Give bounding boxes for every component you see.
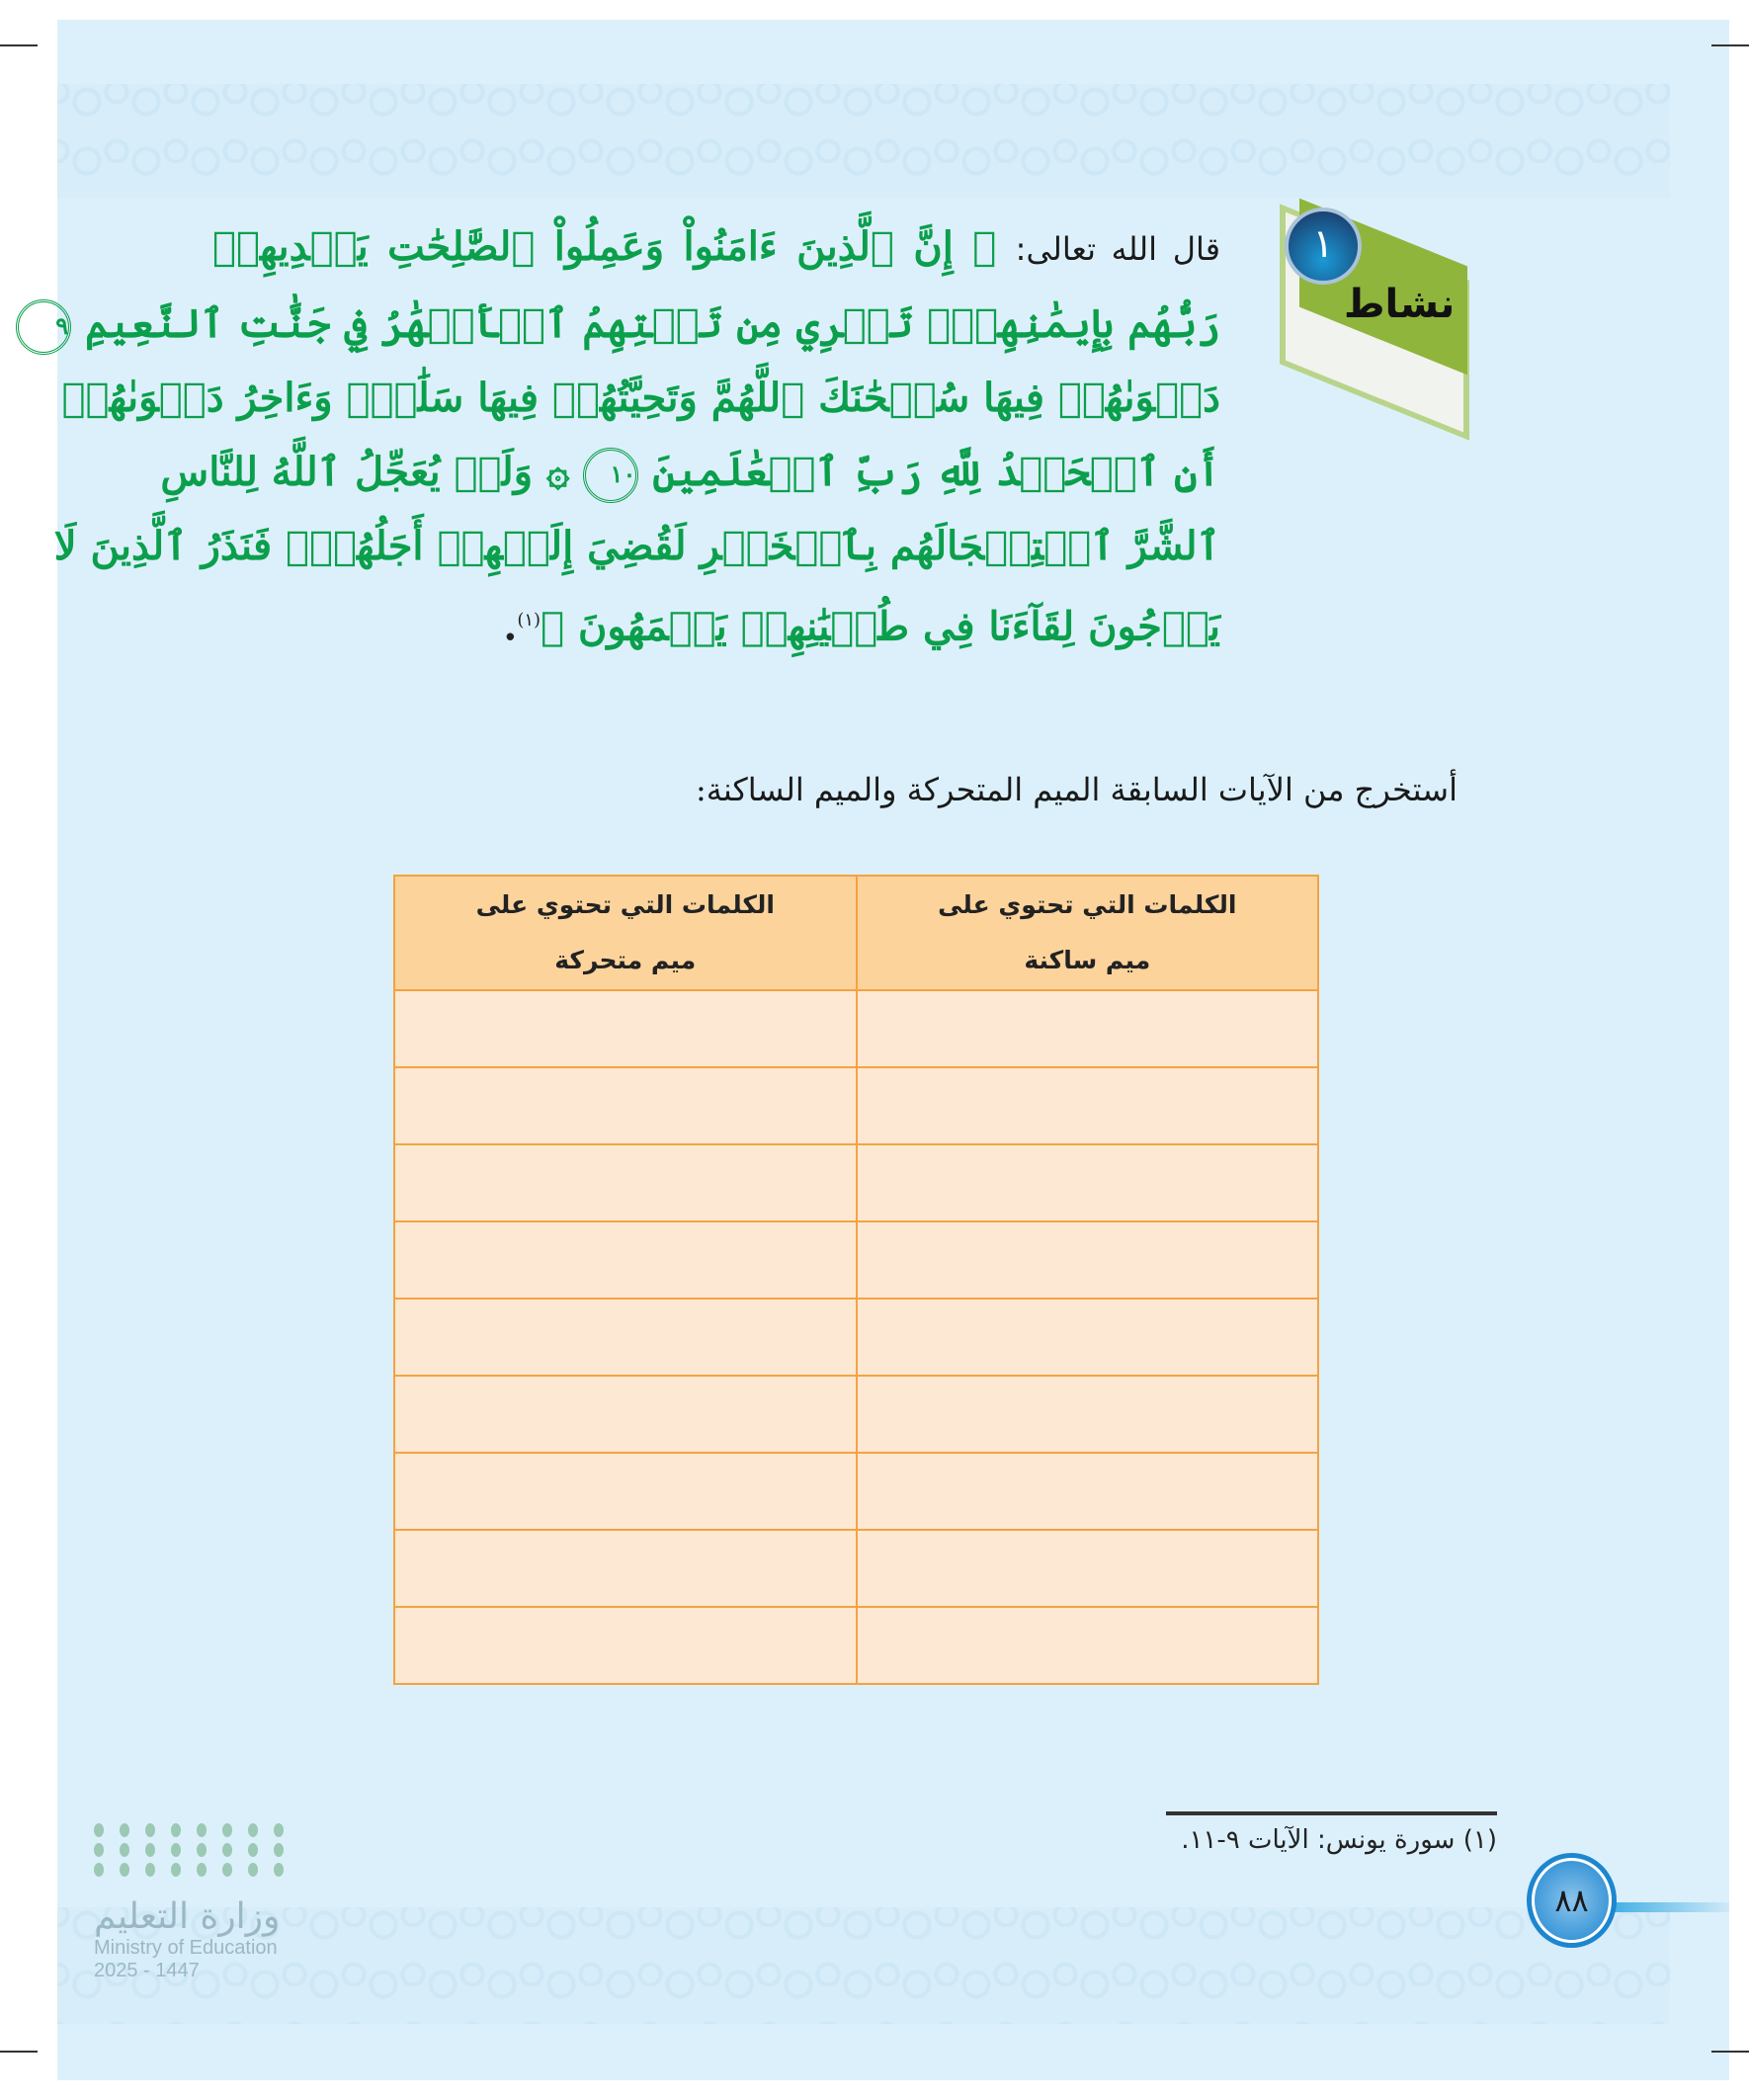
cell-mutaharrikah[interactable] [394,1453,857,1530]
logo-dot [120,1863,129,1877]
quran-text: أَنِ ٱلۡحَمۡدُ لِلَّهِ رَبِّ ٱلۡعَٰلَمِينَ [652,449,1220,495]
logo-dot [248,1823,258,1837]
cell-sakinah[interactable] [857,1453,1319,1530]
logo-dot [94,1863,104,1877]
quran-text: ٱلشَّرَّ ٱسۡتِعۡجَالَهُم بِٱلۡخَيۡرِ لَقُضِيَ إِلَيۡهِمۡ أَجَلُهُمۡۖ فَنَذَرُ ٱلَّذِينَ لَا [53,523,1220,569]
activity-label: نشاط [1344,282,1456,327]
quran-text: ﴿ إِنَّ ٱلَّذِينَ ءَامَنُواْ وَعَمِلُواْ ٱلصَّٰلِحَٰتِ يَهۡدِيهِمۡ [212,223,997,270]
logo-dot [120,1823,129,1837]
cell-sakinah[interactable] [857,1221,1319,1299]
quran-line [61,361,1220,435]
answer-table [393,875,1319,1685]
logo-dot [197,1863,207,1877]
cell-mutaharrikah[interactable] [394,1221,857,1299]
quran-line [212,583,1220,663]
logo-dot [222,1823,232,1837]
logo-dot [171,1843,181,1857]
logo-dot [171,1823,181,1837]
header-sakinah [857,876,1319,990]
cell-mutaharrikah[interactable] [394,1144,857,1221]
crop-mark [1711,44,1749,46]
cell-sakinah[interactable] [857,1144,1319,1221]
logo-dot [197,1843,207,1857]
cell-mutaharrikah[interactable] [394,1299,857,1376]
logo-dot [171,1863,181,1877]
quran-text: ۞ وَلَوۡ يُعَجِّلُ ٱللَّهُ لِلنَّاسِ [160,449,570,495]
cell-sakinah[interactable] [857,1067,1319,1144]
table-row [394,1067,1318,1144]
cell-sakinah[interactable] [857,1607,1319,1684]
logo-dot [197,1823,207,1837]
logo-dot [94,1843,104,1857]
table-row [394,990,1318,1067]
logo-dot [94,1823,104,1837]
logo-dot [222,1843,232,1857]
cell-mutaharrikah[interactable] [394,1607,857,1684]
quran-intro: قال الله تعالى: [1015,230,1220,268]
quran-line [53,509,1220,583]
crop-mark [0,44,38,46]
cell-mutaharrikah[interactable] [394,990,857,1067]
quran-text: يَرۡجُونَ لِقَآءَنَا فِي طُغۡيَٰنِهِمۡ يَعۡمَهُونَ ﴾ [541,603,1220,650]
top-ornament-band [57,84,1670,198]
table-row [394,1299,1318,1376]
quran-text: رَبُّهُم بِإِيمَٰنِهِمۡۖ تَجۡرِي مِن تَحۡتِهِمُ ٱلۡأَنۡهَٰرُ فِي جَنَّٰتِ ٱلنَّعِيمِ [85,300,1220,347]
logo-dot [248,1843,258,1857]
header-mutaharrikah [394,876,857,990]
quran-line [212,210,1220,287]
end-mark: . [503,603,518,650]
crop-mark [0,2051,38,2053]
verse-number-10: ١٠ [583,448,638,503]
logo-english: Ministry of Education [94,1937,278,1959]
header-line: الكلمات التي تحتوي على [475,890,775,919]
logo-dots-icon [94,1823,321,1877]
table-row [394,1607,1318,1684]
crop-mark [1711,2051,1749,2053]
header-line: ميم ساكنة [1024,946,1151,974]
cell-mutaharrikah[interactable] [394,1530,857,1607]
logo-dot [145,1823,155,1837]
header-line: الكلمات التي تحتوي على [938,890,1237,919]
footnote: (١) سورة يونس: الآيات ٩-١١. [1181,1825,1497,1855]
footnote-divider [1166,1811,1497,1815]
logo-dot [274,1863,284,1877]
quran-line [55,287,1220,361]
logo-arabic: وزارة التعليم [94,1896,281,1937]
instruction-text: أستخرج من الآيات السابقة الميم المتحركة والميم الساكنة: [695,771,1458,808]
activity-badge [1240,203,1497,410]
header-line: ميم متحركة [554,946,697,974]
table-row [394,1376,1318,1453]
activity-number: ١ [1285,208,1362,285]
logo-dot [248,1863,258,1877]
cell-mutaharrikah[interactable] [394,1067,857,1144]
table-row [394,1221,1318,1299]
logo-dot [145,1863,155,1877]
logo-dot [274,1843,284,1857]
ministry-logo [94,1823,321,1982]
cell-sakinah[interactable] [857,1530,1319,1607]
cell-sakinah[interactable] [857,1299,1319,1376]
table-row [394,1530,1318,1607]
table-row [394,1453,1318,1530]
table-row [394,1144,1318,1221]
logo-dot [274,1823,284,1837]
quran-text: دَعۡوَىٰهُمۡ فِيهَا سُبۡحَٰنَكَ ٱللَّهُمَّ وَتَحِيَّتُهُمۡ فِيهَا سَلَٰمٞۚ وَءَاخِرُ دَعۡوَىٰهُمۡ [61,375,1220,421]
logo-dot [145,1843,155,1857]
logo-year: 2025 - 1447 [94,1960,200,1981]
quran-line [160,435,1220,509]
quran-passage [53,210,1220,663]
cell-sakinah[interactable] [857,990,1319,1067]
logo-dot [222,1863,232,1877]
footnote-ref: (١) [517,610,541,630]
cell-sakinah[interactable] [857,1376,1319,1453]
logo-dot [120,1843,129,1857]
page-number: ٨٨ [1532,1858,1612,1943]
verse-number-9: ٩ [16,299,71,355]
cell-mutaharrikah[interactable] [394,1376,857,1453]
